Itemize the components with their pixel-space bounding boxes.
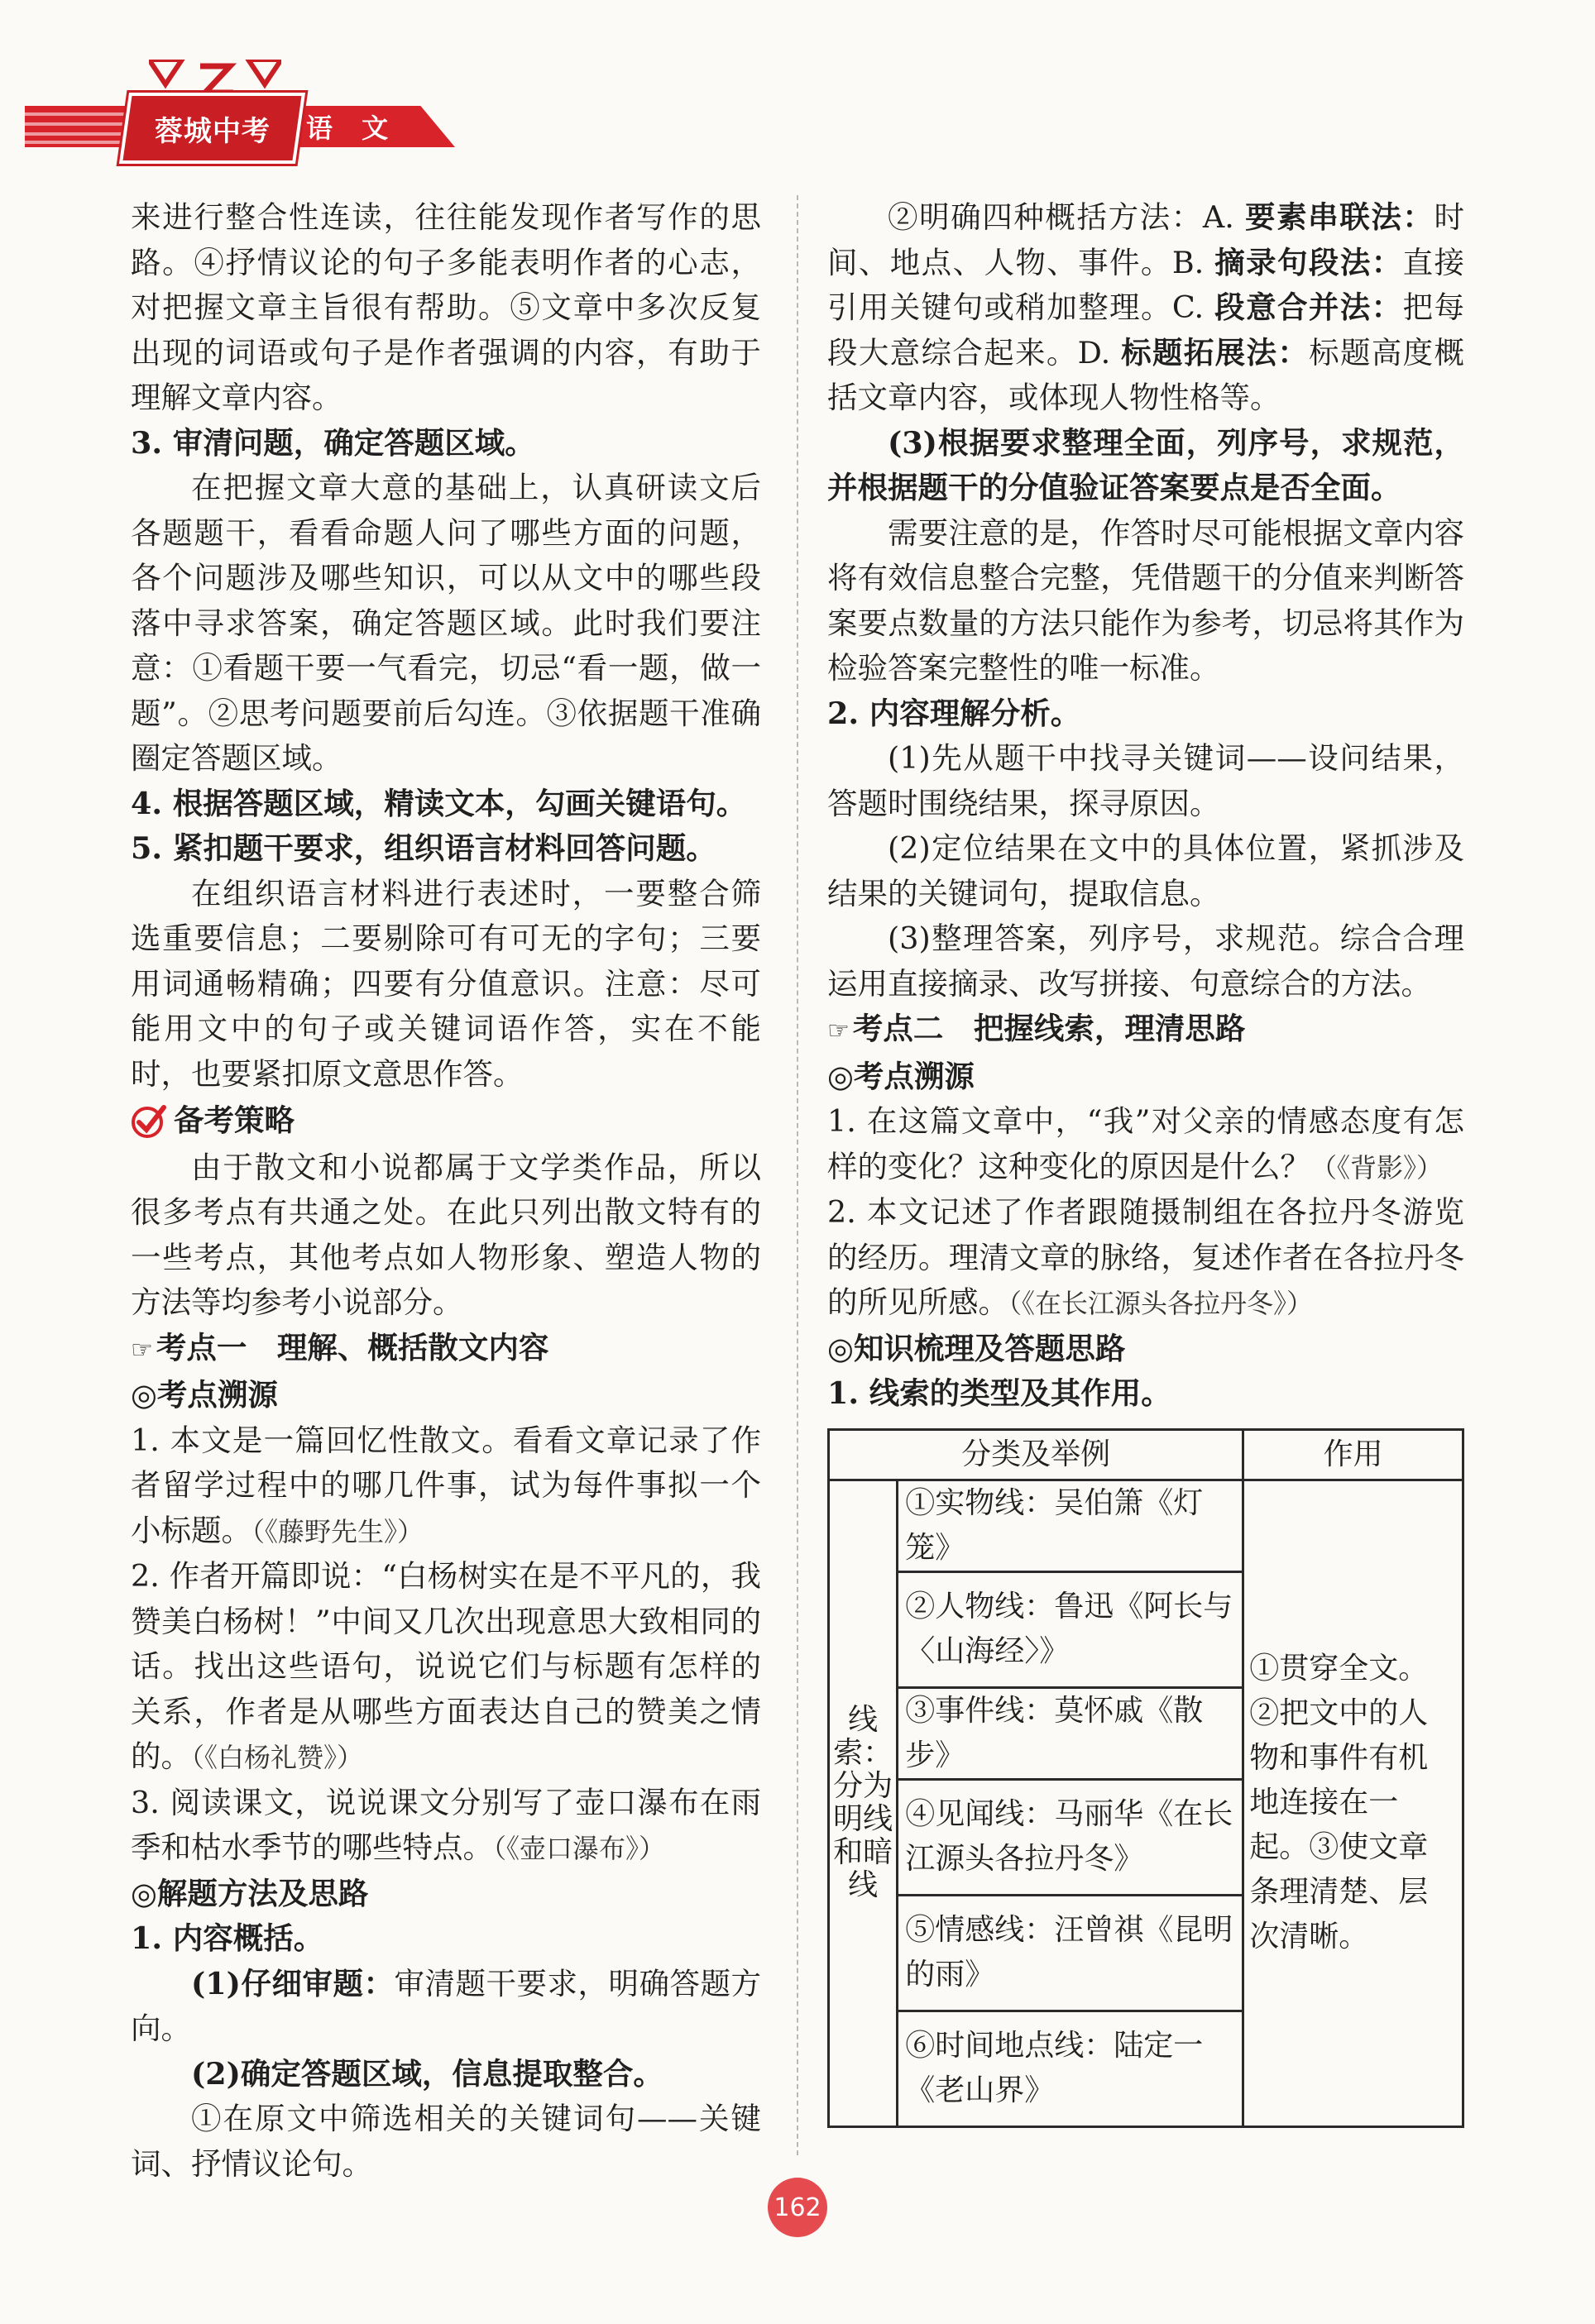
- page-header: [0, 0, 1595, 165]
- trace-heading: ◎考点溯源: [131, 1377, 278, 1413]
- clue-type-label: 线索：分为明线和暗线: [829, 1480, 898, 2126]
- paragraph: (1)先从题干中找寻关键词——设问结果，答题时围绕结果，探寻原因。: [827, 740, 1464, 821]
- page-number: 162: [768, 2178, 827, 2237]
- left-column: [131, 195, 761, 2187]
- table-cell: ①实物线：吴伯箫《灯笼》: [898, 1480, 1243, 1571]
- paragraph: (1)仔细审题：审清题干要求，明确答题方向。: [131, 1965, 762, 2046]
- strategy-title: 备考策略: [174, 1102, 295, 1138]
- brand-title: 蓉城中考: [154, 114, 271, 148]
- section-heading: 1. 线索的类型及其作用。: [827, 1375, 1171, 1411]
- question: 1. 在这篇文章中，“我”对父亲的情感态度有怎样的变化？这种变化的原因是什么？（《背影》）: [827, 1103, 1464, 1184]
- paragraph: 在组织语言材料进行表述时，一要整合筛选重要信息；二要剔除可有可无的字句；三要用词通畅精确；四要有分值意识。注意：尽可能用文中的句子或关键词语作答，实在不能时，也要紧扣原文意思作答。: [131, 875, 761, 1092]
- paragraph: 来进行整合性连读，往往能发现作者写作的思路。④抒情议论的句子多能表明作者的心志，对把握文章主旨很有帮助。⑤文章中多次反复出现的词语或句子是作者强调的内容，有助于理解文章内容。: [131, 199, 761, 415]
- table-cell: ⑤情感线：汪曾祺《昆明的雨》: [898, 1895, 1243, 2011]
- pointing-hand-icon: ☞: [827, 1016, 850, 1045]
- strategy-heading: [131, 1098, 761, 1144]
- paragraph: (2)确定答题区域，信息提取整合。: [191, 2055, 663, 2092]
- section-heading: 1. 内容概括。: [131, 1920, 324, 1956]
- kp-title: 考点二 把握线索，理清思路: [852, 1011, 1246, 1046]
- section-heading: 2. 内容理解分析。: [827, 695, 1081, 731]
- knowledge-heading: ◎知识梳理及答题思路: [827, 1330, 1126, 1366]
- column-divider: [797, 195, 798, 2155]
- section-heading: 4. 根据答题区域，精读文本，勾画关键语句。: [131, 785, 747, 821]
- section-heading: 3. 审清问题，确定答题区域。: [131, 424, 535, 461]
- question: 2. 本文记述了作者跟随摄制组在各拉丹冬游览的经历。理清文章的脉络，复述作者在各拉丹冬的所见所感。（《在长江源头各拉丹冬》）: [827, 1194, 1464, 1320]
- table-header-category: 分类及举例: [829, 1429, 1243, 1480]
- method-heading: ◎解题方法及思路: [131, 1875, 369, 1911]
- checkmark-icon: [131, 1102, 167, 1139]
- table-cell: ②人物线：鲁迅《阿长与〈山海经〉》: [898, 1571, 1243, 1687]
- pointing-hand-icon: ☞: [131, 1335, 153, 1365]
- table-cell: ⑥时间地点线：陆定一《老山界》: [898, 2011, 1243, 2126]
- paragraph: (3)根据要求整理全面，列序号，求规范，并根据题干的分值验证答案要点是否全面。: [827, 424, 1464, 505]
- effect-cell: ①贯穿全文。②把文中的人物和事件有机地连接在一起。③使文章条理清楚、层次清晰。: [1243, 1480, 1463, 2126]
- brand-badge: [119, 93, 305, 164]
- paragraph: (3)整理答案，列序号，求规范。综合合理运用直接摘录、改写拼接、句意综合的方法。: [827, 921, 1464, 1002]
- question: 2. 作者开篇即说：“白杨树实在是不平凡的，我赞美白杨树！”中间又几次出现意思大致相同的话。找出这些语句，说说它们与标题有怎样的关系，作者是从哪些方面表达自己的赞美之情的。（《白杨礼赞》）: [131, 1558, 761, 1774]
- subject-label: 语 文: [306, 112, 399, 144]
- right-column: [827, 195, 1464, 2128]
- paragraph: 由于散文和小说都属于文学类作品，所以很多考点有共通之处。在此只列出散文特有的一些考点，其他考点如人物形象、塑造人物的方法等均参考小说部分。: [131, 1149, 761, 1320]
- question: 1. 本文是一篇回忆性散文。看看文章记录了作者留学过程中的哪几件事，试为每件事拟一个小标题。（《藤野先生》）: [131, 1422, 761, 1548]
- paragraph: 需要注意的是，作答时尽可能根据文章内容将有效信息整合完整，凭借题干的分值来判断答案要点数量的方法只能作为参考，切忌将其作为检验答案完整性的唯一标准。: [827, 514, 1464, 686]
- paragraph: ①在原文中筛选相关的关键词句——关键词、抒情议论句。: [131, 2101, 761, 2182]
- question: 3. 阅读课文，说说课文分别写了壶口瀑布在雨季和枯水季节的哪些特点。（《壶口瀑布》）: [131, 1784, 761, 1865]
- table-cell: ④见闻线：马丽华《在长江源头各拉丹冬》: [898, 1779, 1243, 1895]
- trace-heading: ◎考点溯源: [827, 1058, 975, 1094]
- paragraph: (2)定位结果在文中的具体位置，紧抓涉及结果的关键词句，提取信息。: [827, 830, 1464, 911]
- paragraph: ②明确四种概括方法：A. 要素串联法：时间、地点、人物、事件。B. 摘录句段法：直接引用关键句或稍加整理。C. 段意合并法：把每段大意综合起来。D. 标题拓展法：标题高度概括文章内容，或体现人物性格等。: [827, 199, 1465, 415]
- clue-table: [827, 1428, 1464, 2128]
- kp-title: 考点一 理解、概括散文内容: [156, 1329, 549, 1365]
- table-header-effect: 作用: [1243, 1429, 1463, 1480]
- section-heading: 5. 紧扣题干要求，组织语言材料回答问题。: [131, 830, 716, 866]
- table-cell: ③事件线：莫怀戚《散步》: [898, 1687, 1243, 1779]
- paragraph: 在把握文章大意的基础上，认真研读文后各题题干，看看命题人问了哪些方面的问题，各个问题涉及哪些知识，可以从文中的哪些段落中寻求答案，确定答题区域。此时我们要注意：①看题干要一气看完，切忌“看一题，做一题”。②思考问题要前后勾连。③依据题干准确圈定答题区域。: [131, 470, 761, 776]
